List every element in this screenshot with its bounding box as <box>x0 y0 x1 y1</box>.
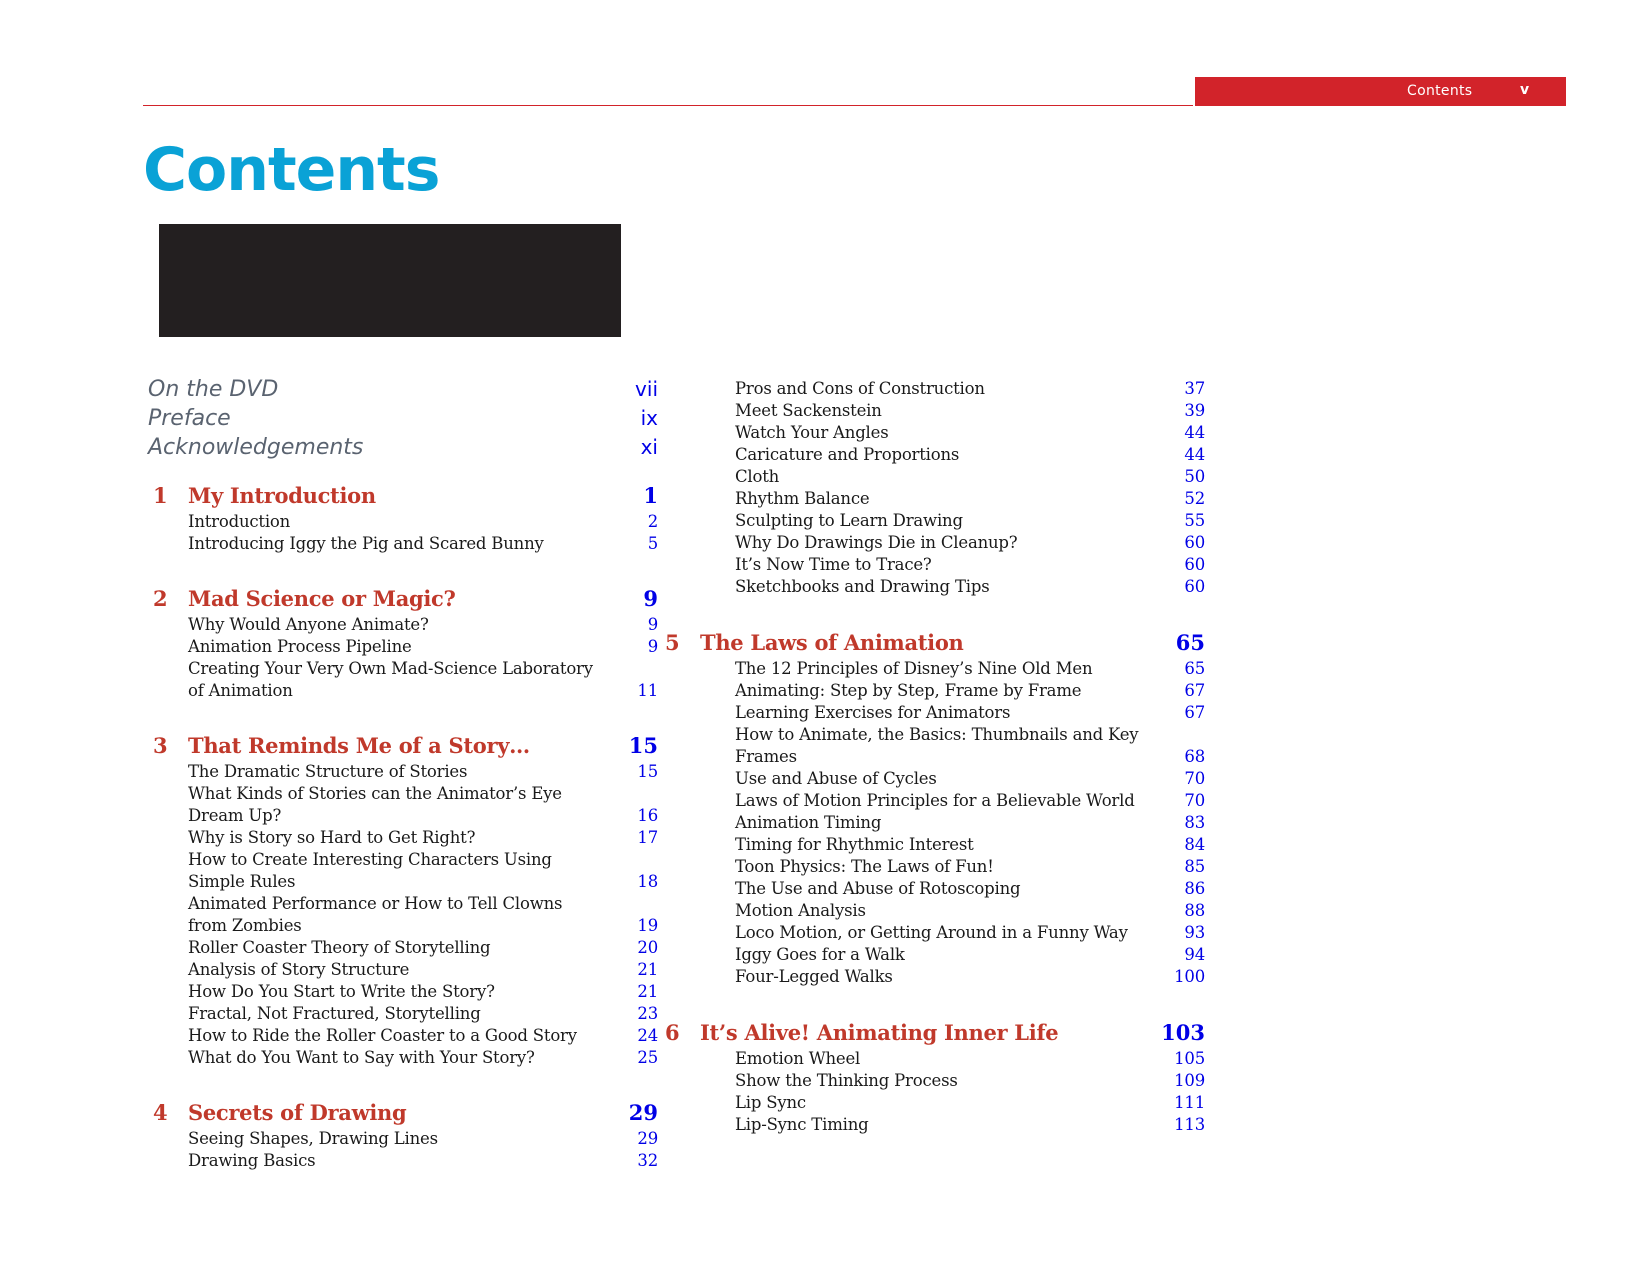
chapter-heading[interactable] <box>153 1100 658 1128</box>
chapter-title: The Laws of Animation <box>700 630 964 655</box>
toc-entry[interactable]: Pros and Cons of Construction 37 <box>735 379 1205 398</box>
toc-entry[interactable]: How to Create Interesting Characters Using Simple Rules 18 <box>188 850 658 891</box>
chapter-heading[interactable] <box>153 586 658 614</box>
toc-entry[interactable]: Why is Story so Hard to Get Right? 17 <box>188 828 658 847</box>
front-matter-label: On the DVD <box>148 377 279 402</box>
toc-entry[interactable]: How Do You Start to Write the Story? 21 <box>188 982 658 1001</box>
chapter-number: 4 <box>153 1100 168 1125</box>
toc-column-left <box>153 483 658 1172</box>
front-matter-label: Acknowledgements <box>148 435 364 460</box>
chapter-entries-continued <box>700 378 1205 598</box>
toc-entry[interactable]: Rhythm Balance 52 <box>735 489 1205 508</box>
chapter-entries <box>700 1048 1205 1136</box>
chapter-title: That Reminds Me of a Story… <box>188 733 530 758</box>
chapter-heading[interactable] <box>153 733 658 761</box>
toc-entry[interactable]: Caricature and Proportions 44 <box>735 445 1205 464</box>
running-header-tab <box>1195 77 1566 106</box>
toc-entry[interactable]: Analysis of Story Structure 21 <box>188 960 658 979</box>
toc-entry[interactable]: How to Ride the Roller Coaster to a Good Story 24 <box>188 1026 658 1045</box>
chapter-page: 15 <box>628 733 658 758</box>
toc-entry[interactable]: Learning Exercises for Animators 67 <box>735 703 1205 722</box>
toc-entry[interactable]: Animation Timing 83 <box>735 813 1205 832</box>
toc-entry[interactable]: Cloth 50 <box>735 467 1205 486</box>
toc-entry[interactable]: Sculpting to Learn Drawing 55 <box>735 511 1205 530</box>
running-header-page-number: v <box>1520 82 1530 98</box>
toc-entry[interactable]: Why Would Anyone Animate? 9 <box>188 615 658 634</box>
toc-entry[interactable]: Roller Coaster Theory of Storytelling 20 <box>188 938 658 957</box>
toc-entry[interactable]: The Dramatic Structure of Stories 15 <box>188 762 658 781</box>
chapter-entries <box>153 511 658 555</box>
toc-entry[interactable]: The Use and Abuse of Rotoscoping 86 <box>735 879 1205 898</box>
toc-entry[interactable]: Emotion Wheel 105 <box>735 1049 1205 1068</box>
toc-entry[interactable]: Why Do Drawings Die in Cleanup? 60 <box>735 533 1205 552</box>
chapter-entries <box>153 761 658 1069</box>
chapter-heading[interactable] <box>665 630 1205 658</box>
chapter-heading[interactable] <box>153 483 658 511</box>
toc-entry[interactable]: Introduction 2 <box>188 512 658 531</box>
toc-entry[interactable]: Meet Sackenstein 39 <box>735 401 1205 420</box>
toc-entry[interactable]: Drawing Basics 32 <box>188 1151 658 1170</box>
chapter-title: Mad Science or Magic? <box>188 586 456 611</box>
toc-entry[interactable]: Timing for Rhythmic Interest 84 <box>735 835 1205 854</box>
toc-entry[interactable]: Creating Your Very Own Mad-Science Laboratory of Animation 11 <box>188 659 658 700</box>
toc-entry[interactable]: Fractal, Not Fractured, Storytelling 23 <box>188 1004 658 1023</box>
chapter-title: My Introduction <box>188 483 376 508</box>
toc-entry[interactable]: Use and Abuse of Cycles 70 <box>735 769 1205 788</box>
running-header-label: Contents <box>1407 83 1473 99</box>
chapter-entries <box>700 658 1205 988</box>
toc-entry[interactable]: It’s Now Time to Trace? 60 <box>735 555 1205 574</box>
chapter-number: 6 <box>665 1020 680 1045</box>
redacted-image-block <box>159 224 621 337</box>
toc-entry[interactable]: Lip Sync 111 <box>735 1093 1205 1112</box>
front-matter-page: ix <box>640 406 658 430</box>
front-matter-item-dvd[interactable] <box>148 377 658 405</box>
chapter-page: 1 <box>643 483 658 508</box>
chapter-title: It’s Alive! Animating Inner Life <box>700 1020 1059 1045</box>
front-matter-page: xi <box>640 435 658 459</box>
toc-entry[interactable]: Lip-Sync Timing 113 <box>735 1115 1205 1134</box>
toc-entry[interactable]: Show the Thinking Process 109 <box>735 1071 1205 1090</box>
toc-entry[interactable]: Iggy Goes for a Walk 94 <box>735 945 1205 964</box>
chapter-page: 9 <box>643 586 658 611</box>
toc-entry[interactable]: What Kinds of Stories can the Animator’s Eye Dream Up? 16 <box>188 784 658 825</box>
chapter-number: 3 <box>153 733 168 758</box>
chapter-title: Secrets of Drawing <box>188 1100 407 1125</box>
toc-entry[interactable]: Introducing Iggy the Pig and Scared Bunny 5 <box>188 534 658 553</box>
toc-entry[interactable]: Four-Legged Walks 100 <box>735 967 1205 986</box>
toc-entry[interactable]: Motion Analysis 88 <box>735 901 1205 920</box>
chapter-page: 29 <box>628 1100 658 1125</box>
chapter-number: 1 <box>153 483 168 508</box>
toc-entry[interactable]: Animation Process Pipeline 9 <box>188 637 658 656</box>
toc-entry[interactable]: What do You Want to Say with Your Story? 25 <box>188 1048 658 1067</box>
chapter-number: 5 <box>665 630 680 655</box>
toc-entry[interactable]: Sketchbooks and Drawing Tips 60 <box>735 577 1205 596</box>
toc-entry[interactable]: Seeing Shapes, Drawing Lines 29 <box>188 1129 658 1148</box>
chapter-page: 103 <box>1161 1020 1205 1045</box>
chapter-entries <box>153 1128 658 1172</box>
toc-column-right <box>665 378 1205 1136</box>
header-rule <box>143 105 1193 106</box>
page-title: Contents <box>143 135 440 205</box>
front-matter-label: Preface <box>148 406 231 431</box>
chapter-number: 2 <box>153 586 168 611</box>
chapter-page: 65 <box>1175 630 1205 655</box>
toc-entry[interactable]: Animating: Step by Step, Frame by Frame 67 <box>735 681 1205 700</box>
toc-entry[interactable]: The 12 Principles of Disney’s Nine Old Men 65 <box>735 659 1205 678</box>
front-matter-page: vii <box>635 377 658 401</box>
front-matter-item-preface[interactable] <box>148 406 658 434</box>
toc-entry[interactable]: Animated Performance or How to Tell Clowns from Zombies 19 <box>188 894 658 935</box>
toc-entry[interactable]: Laws of Motion Principles for a Believable World 70 <box>735 791 1205 810</box>
toc-entry[interactable]: Loco Motion, or Getting Around in a Funny Way 93 <box>735 923 1205 942</box>
front-matter-item-acknowledgements[interactable] <box>148 435 658 463</box>
chapter-entries <box>153 614 658 702</box>
chapter-heading[interactable] <box>665 1020 1205 1048</box>
toc-entry[interactable]: Toon Physics: The Laws of Fun! 85 <box>735 857 1205 876</box>
toc-entry[interactable]: How to Animate, the Basics: Thumbnails and Key Frames 68 <box>735 725 1205 766</box>
toc-entry[interactable]: Watch Your Angles 44 <box>735 423 1205 442</box>
